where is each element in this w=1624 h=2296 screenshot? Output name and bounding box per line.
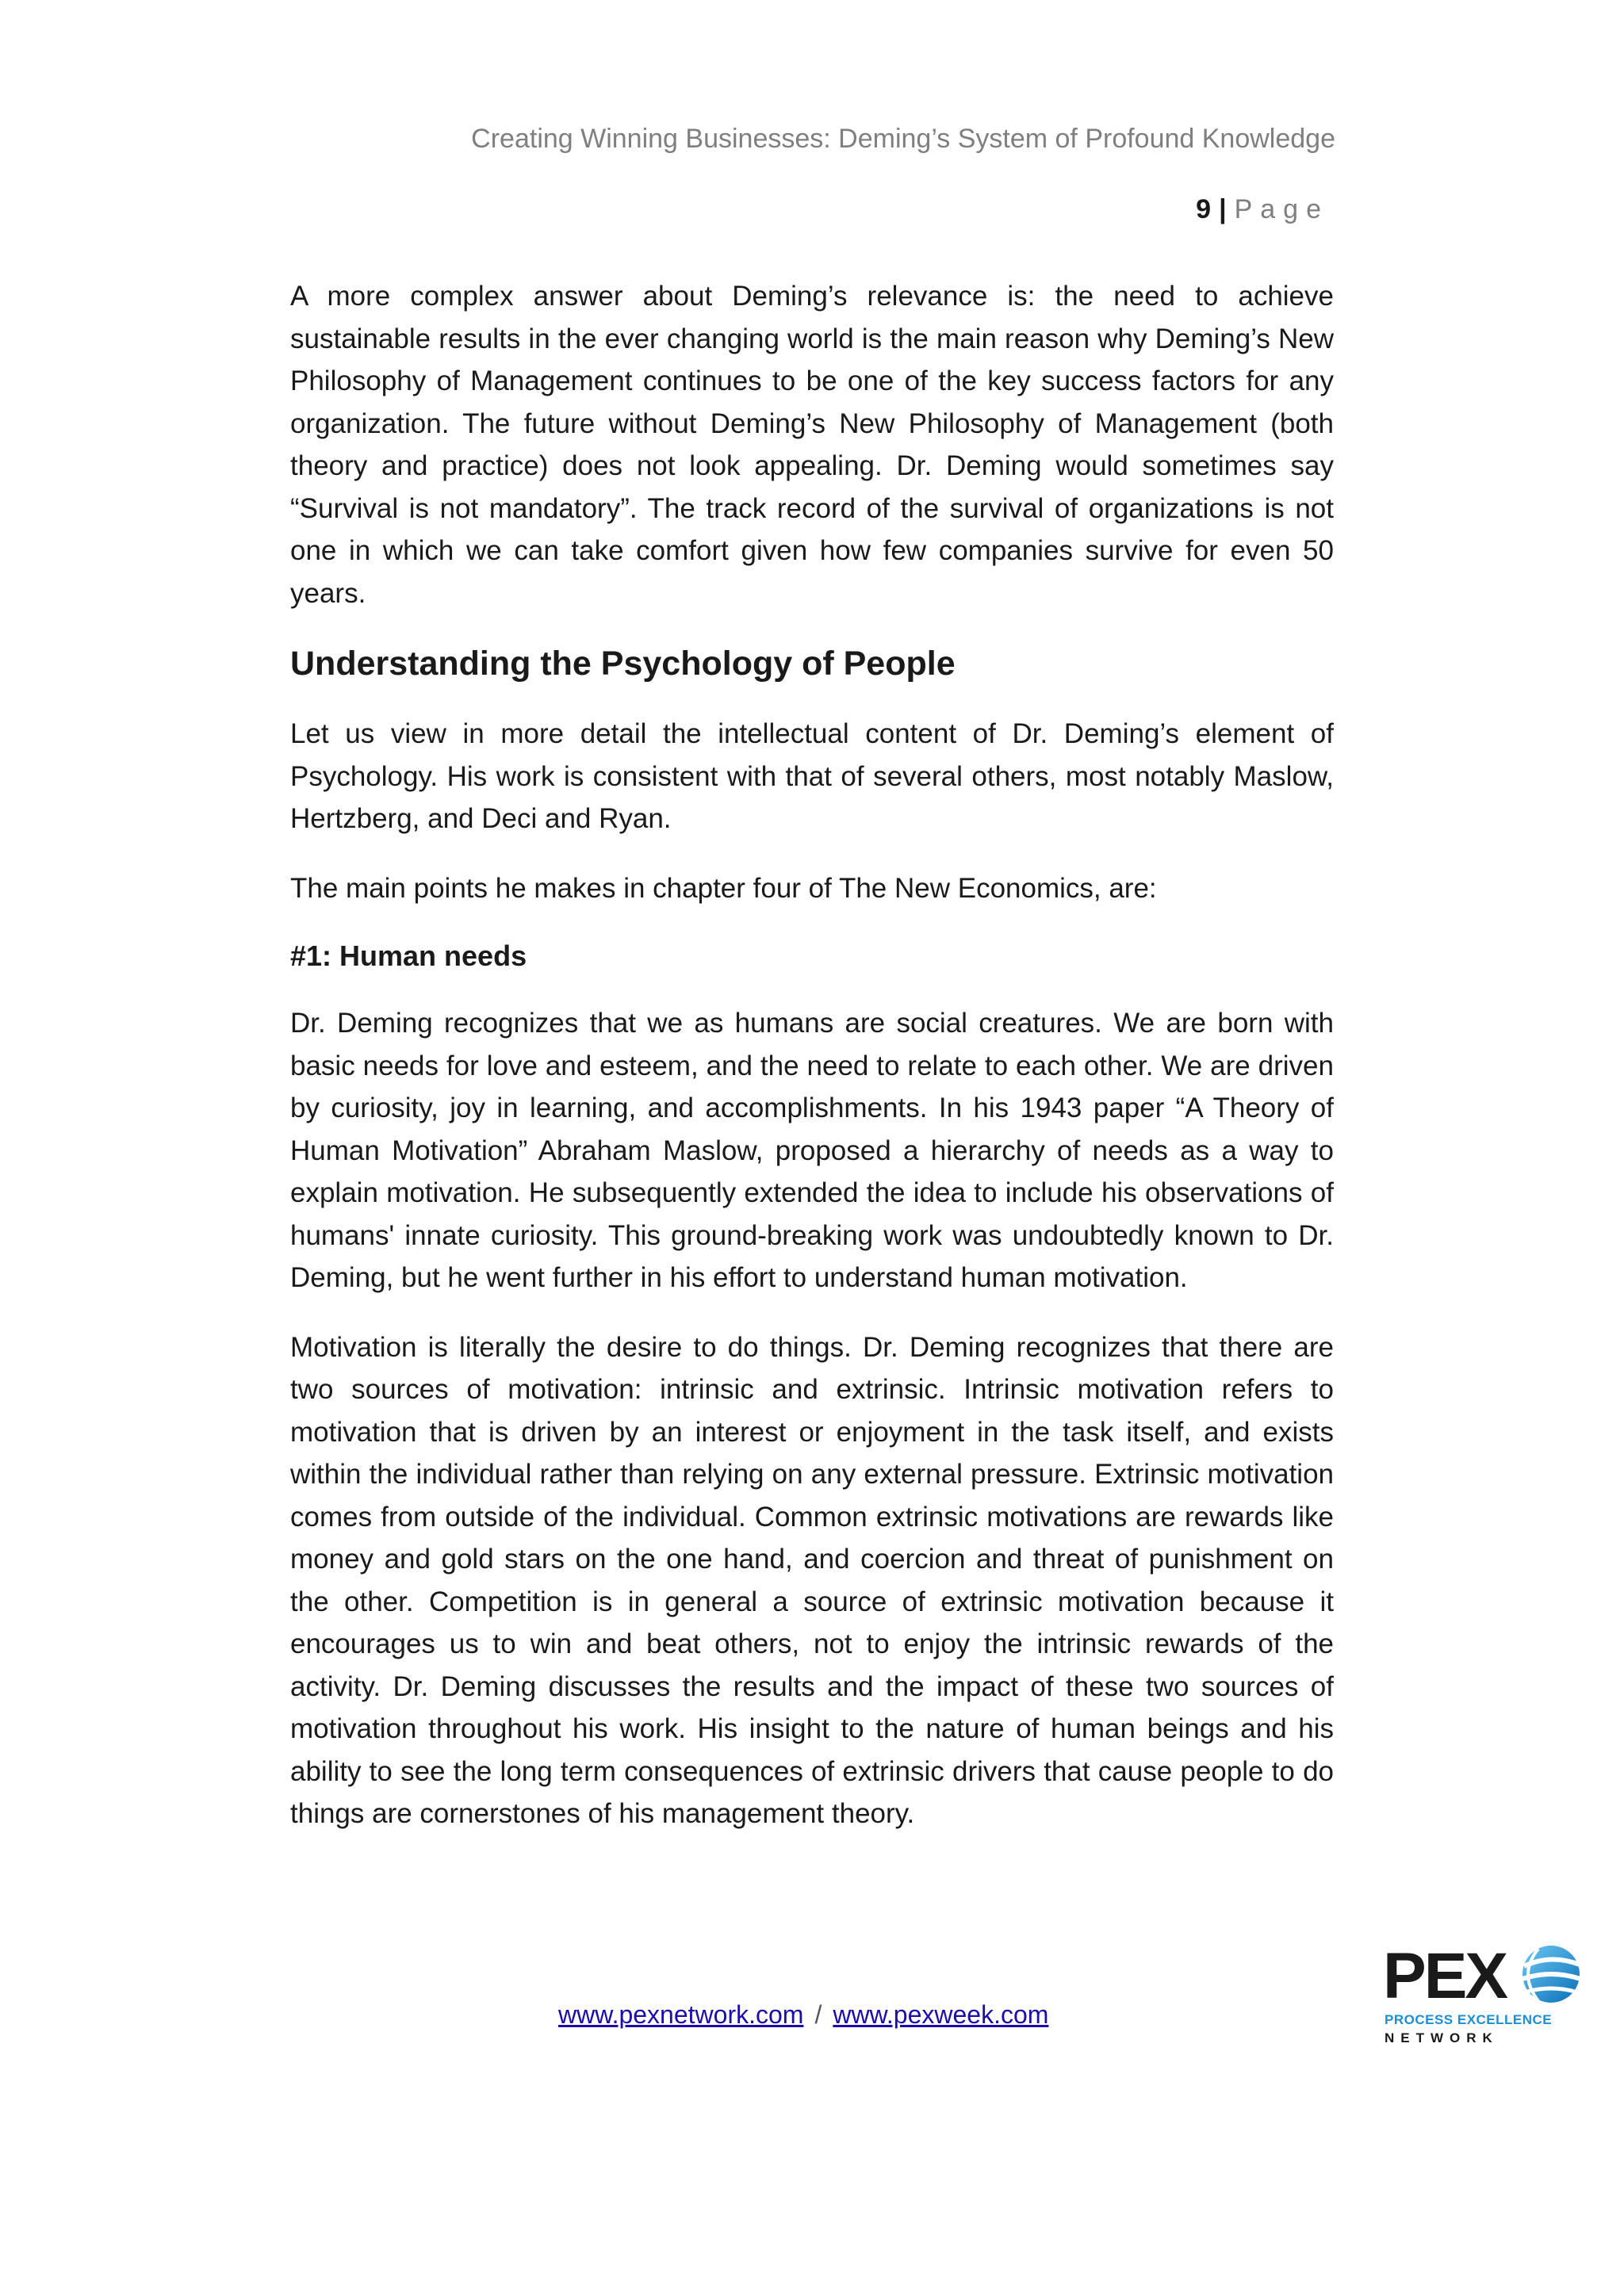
paragraph-main-points: The main points he makes in chapter four of The New Economics, are:	[290, 872, 1157, 904]
pexnetwork-link[interactable]: www.pexnetwork.com	[558, 2000, 804, 2029]
globe-icon	[1502, 1938, 1589, 2011]
pexweek-link[interactable]: www.pexweek.com	[833, 2000, 1049, 2029]
footer-divider: /	[814, 2000, 822, 2029]
page-number	[1196, 194, 1329, 225]
pex-logo	[1383, 1938, 1591, 2049]
paragraph-human-needs: Dr. Deming recognizes that we as humans are social creatures. We are born with basic needs for love and esteem, and the need to relate to each other. We are driven by curiosity, joy in learning, and accomplishments. In his 1943 paper “A Theory of Human Motivation” Abraham Maslow, proposed a hierarchy of needs as a way to explain motivation. He subsequently extended the idea to include his observations of humans' innate curiosity. This ground-breaking work was undoubtedly known to Dr. Deming, but he went further in his effort to understand human motivation.	[290, 1008, 1334, 1293]
page-number-value: 9	[1196, 194, 1212, 224]
running-header-title: Creating Winning Businesses: Deming’s System of Profound Knowledge	[471, 124, 1335, 154]
paragraph-motivation: Motivation is literally the desire to do things. Dr. Deming recognizes that there are two sources of motivation: intrinsic and extrinsic. Intrinsic motivation refers to motivation that is driven by an interest or enjoyment in the task itself, and exists within the individual rather than relying on any external pressure. Extrinsic motivation comes from outside of the individual. Common extrinsic motivations are rewards like money and gold stars on the one hand, and coercion and threat of punishment on the other. Competition is in general a source of extrinsic motivation because it encourages us to win and beat others, not to enjoy the intrinsic rewards of the activity. Dr. Deming discusses the results and the impact of these two sources of motivation throughout his work. His insight to the nature of human beings and his ability to see the long term consequences of extrinsic drivers that cause people to do things are cornerstones of his management theory.	[290, 1331, 1334, 1829]
page-number-separator: |	[1219, 194, 1227, 224]
document-body	[290, 275, 1334, 1835]
subheading-human-needs: #1: Human needs	[290, 939, 527, 972]
page-word: Page	[1234, 194, 1329, 224]
paragraph-psychology-intro: Let us view in more detail the intellectual content of Dr. Deming’s element of Psychology. His work is consistent with that of several others, most notably Maslow, Hertzberg, and Deci and Ryan.	[290, 718, 1334, 834]
section-heading-psychology: Understanding the Psychology of People	[290, 645, 956, 683]
paragraph-demings-relevance: A more complex answer about Deming’s relevance is: the need to achieve sustainable results in the ever changing world is the main reason why Deming’s New Philosophy of Management continues to be one of the key success factors for any organization. The future without Deming’s New Philosophy of Management (both theory and practice) does not look appealing. Dr. Deming would sometimes say “Survival is not mandatory”. The track record of the survival of organizations is not one in which we can take comfort given how few companies survive for even 50 years.	[290, 281, 1334, 609]
logo-tagline-process-excellence: PROCESS EXCELLENCE	[1385, 2012, 1553, 2027]
pex-wordmark: PEX	[1383, 1940, 1507, 2012]
logo-tagline-network: NETWORK	[1385, 2030, 1499, 2045]
